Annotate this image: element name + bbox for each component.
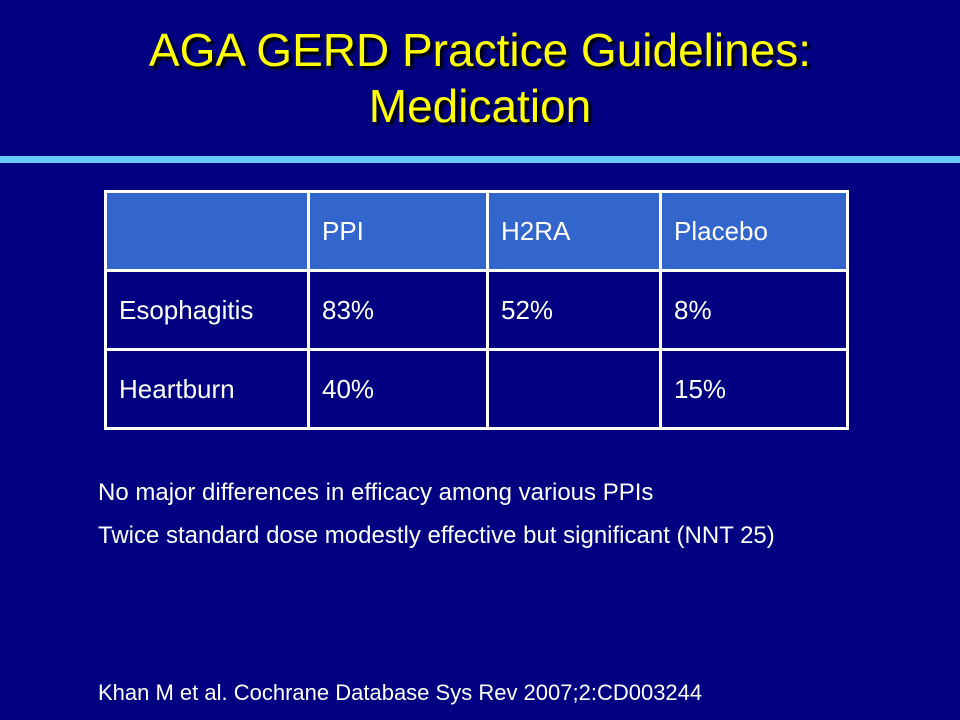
cell-esophagitis-h2ra: 52% [488,271,661,350]
cell-heartburn-ppi: 40% [309,350,488,429]
efficacy-table [104,190,849,430]
row-label-heartburn: Heartburn [106,350,309,429]
header-cell-placebo: Placebo [661,192,848,271]
note-ppi-differences: No major differences in efficacy among various PPIs [98,479,654,506]
notes [98,476,878,562]
header-cell-empty [106,192,309,271]
slide-title [0,22,960,134]
row-label-esophagitis: Esophagitis [106,271,309,350]
cell-esophagitis-placebo: 8% [661,271,848,350]
header-cell-ppi: PPI [309,192,488,271]
title-divider [0,156,960,163]
table-row [106,350,848,429]
cell-esophagitis-ppi: 83% [309,271,488,350]
table-row [106,271,848,350]
title-line-1: AGA GERD Practice Guidelines: [148,24,812,76]
header-cell-h2ra: H2RA [488,192,661,271]
table-header-row [106,192,848,271]
citation: Khan M et al. Cochrane Database Sys Rev 2007;2:CD003244 [98,680,703,705]
title-line-2: Medication [368,80,592,132]
cell-heartburn-h2ra [488,350,661,429]
cell-heartburn-placebo: 15% [661,350,848,429]
note-twice-dose: Twice standard dose modestly effective but significant (NNT 25) [98,522,775,549]
